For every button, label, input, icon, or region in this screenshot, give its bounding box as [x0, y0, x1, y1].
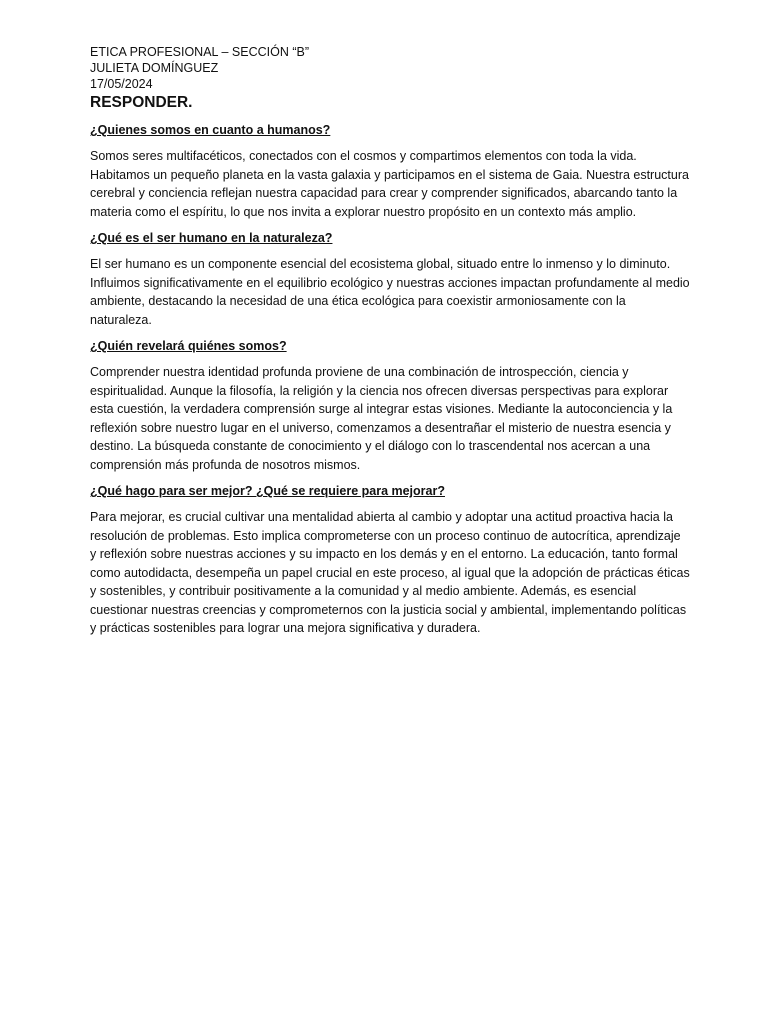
date-line: 17/05/2024 — [90, 77, 153, 91]
answer-2: El ser humano es un componente esencial del ecosistema global, situado entre lo inmenso y lo diminuto. Influimos significativamente en el equilibrio ecológico y nuestras acciones impactan profundamente al medio ambiente, destacando la necesidad de una ética ecológica para coexistir armoniosamente con la naturaleza. — [90, 257, 690, 327]
page-title: RESPONDER. — [90, 94, 193, 111]
answer-3: Comprender nuestra identidad profunda proviene de una combinación de introspección, ciencia y espiritualidad. Aunque la filosofía, la religión y la ciencia nos ofrecen diversas perspectivas para explorar esta cuestión, la verdadera comprensión surge al integrar estas visiones. Mediante la autoconciencia y la reflexión sobre nuestro lugar en el universo, comenzamos a desentrañar el misterio de nuestra esencia y destino. La búsqueda constante de conocimiento y el diálogo con lo trascendental nos acercan a una comprensión más profunda de nosotros mismos. — [90, 365, 673, 472]
answer-1: Somos seres multifacéticos, conectados con el cosmos y compartimos elementos con toda la vida. Habitamos un pequeño planeta en la vasta galaxia y participamos en el sistema de Gaia. Nuestra estructura cerebral y conciencia reflejan nuestra capacidad para crear y comprender significados, abarcando tanto la materia como el espíritu, lo que nos invita a explorar nuestro propósito en un contexto más amplio. — [90, 149, 689, 219]
question-2: ¿Qué es el ser humano en la naturaleza? — [90, 231, 333, 245]
answer-4: Para mejorar, es crucial cultivar una mentalidad abierta al cambio y adoptar una actitud proactiva hacia la resolución de problemas. Esto implica comprometerse con un proceso continuo de autocrítica, aprendizaje y reflexión sobre nuestras acciones y su impacto en los demás y en el entorno. La educación, tanto formal como autodidacta, desempeña un papel crucial en este proceso, al igual que la adopción de prácticas éticas y sostenibles, y contribuir positivamente a la comunidad y al medio ambiente. Además, es esencial cuestionar nuestras creencias y comprometernos con la justicia social y ambiental, implementando políticas y prácticas sostenibles para lograr una mejora significativa y duradera. — [90, 510, 690, 635]
question-1: ¿Quienes somos en cuanto a humanos? — [90, 123, 331, 137]
question-3: ¿Quién revelará quiénes somos? — [90, 339, 287, 353]
document-page — [90, 44, 690, 647]
author-line: JULIETA DOMÍNGUEZ — [90, 61, 219, 75]
course-line: ETICA PROFESIONAL – SECCIÓN “B” — [90, 45, 310, 59]
question-4: ¿Qué hago para ser mejor? ¿Qué se requiere para mejorar? — [90, 484, 445, 498]
